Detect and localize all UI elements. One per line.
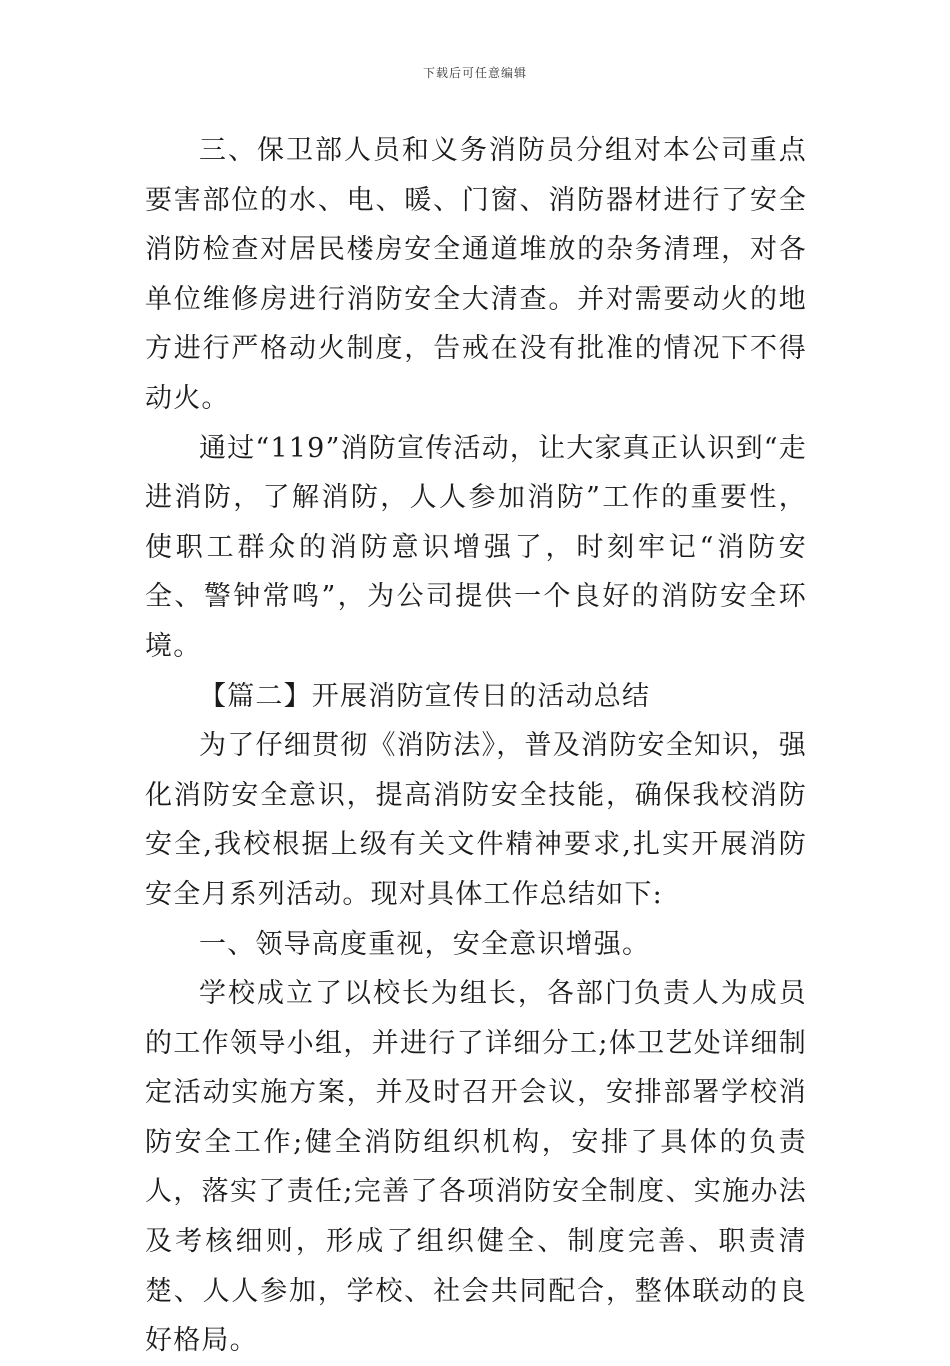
subheading-leadership: 一、领导高度重视，安全意识增强。 xyxy=(199,928,651,960)
section-heading-part-two: 【篇二】开展消防宣传日的活动总结 xyxy=(199,680,651,712)
paragraph-intro: 为了仔细贯彻《消防法》，普及消防安全知识，强化消防安全意识，提高消防安全技能，确保我校消防安全,我校根据上级有关文件精神要求,扎实开展消防安全月系列活动。现对具体工作总结如下: xyxy=(145,730,807,910)
paragraph-leadership-group: 学校成立了以校长为组长，各部门负责人为成员的工作领导小组，并进行了详细分工;体卫艺处详细制定活动实施方案，并及时召开会议，安排部署学校消防安全工作;健全消防组织机构，安排了具体的负责人，落实了责任;完善了各项消防安全制度、实施办法及考核细则，形成了组织健全、制度完善、职责清楚、人人参加，学校、社会共同配合，整体联动的良好格局。 xyxy=(145,978,807,1357)
paragraph-119-campaign: 通过“119”消防宣传活动，让大家真正认识到“走进消防，了解消防，人人参加消防”工作的重要性，使职工群众的消防意识增强了，时刻牢记“消防安全、警钟常鸣”，为公司提供一个良好的消防安全环境。 xyxy=(145,432,807,662)
document-body xyxy=(145,126,807,1366)
header-note: 下载后可任意编辑 xyxy=(422,66,527,80)
paragraph-inspection: 三、保卫部人员和义务消防员分组对本公司重点要害部位的水、电、暖、门窗、消防器材进行了安全消防检查对居民楼房安全通道堆放的杂务清理，对各单位维修房进行消防安全大清查。并对需要动火的地方进行严格动火制度，告戒在没有批准的情况下不得动火。 xyxy=(145,135,807,414)
